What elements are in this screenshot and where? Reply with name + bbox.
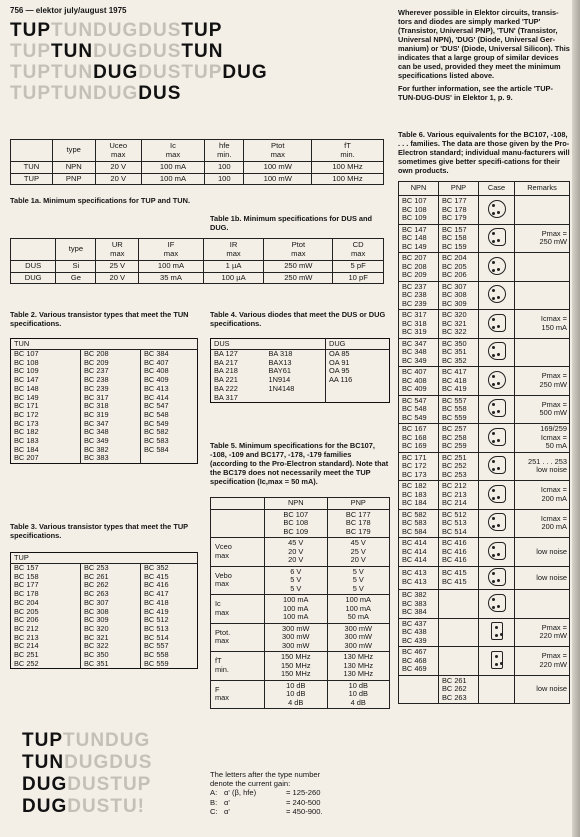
gain-value: = 125-260: [286, 788, 321, 798]
table-cell: [479, 590, 515, 619]
to92-flat-icon: [488, 228, 506, 246]
table-cell: Icmax = 200 mA: [515, 509, 570, 538]
table-cell: low noise: [515, 538, 570, 567]
table-row: [399, 481, 570, 510]
table-cell: 100 mA: [141, 162, 204, 174]
table-cell: 100 mA: [141, 173, 204, 185]
to18-icon: [488, 371, 506, 389]
to92-flat-icon: [488, 428, 506, 446]
table-cell: [515, 590, 570, 619]
table-5: [210, 497, 390, 709]
param-name: Ic: [215, 599, 221, 609]
to92-flat-icon: [488, 399, 506, 417]
table-row: [211, 538, 390, 567]
table-row: [399, 196, 570, 225]
table-cell: Pmax = 220 mW: [515, 618, 570, 647]
table-row: [399, 675, 570, 704]
table-cell: 100 MHz: [312, 173, 384, 185]
table-cell: [439, 647, 479, 676]
table-cell: 100 MHz: [312, 162, 384, 174]
table-cell: [479, 481, 515, 510]
table-cell: BC 407 BC 408 BC 409: [399, 367, 439, 396]
table-cell: [211, 509, 265, 538]
table-cell: [479, 424, 515, 453]
table-2-caption: Table 2. Various transistor types that meet the TUN specifications.: [10, 310, 189, 328]
table-title: TUP: [11, 553, 198, 564]
table-title: TUN: [11, 339, 198, 350]
logo-row-4: DUGDUSTU!: [22, 798, 146, 815]
table-row: [211, 623, 390, 652]
table-cell: 45 V 20 V 20 V: [265, 538, 328, 567]
table-row: [399, 618, 570, 647]
table-cell: 20 V: [95, 162, 141, 174]
table-4-caption: Table 4. Various diodes that meet the DUS or DUG specifications.: [210, 310, 386, 328]
to18-icon: [488, 285, 506, 303]
table-cell: 100 mW: [244, 173, 312, 185]
table-cell: 100 mA 100 mA 100 mA: [265, 595, 328, 624]
table-header-cell: [211, 498, 265, 510]
table-cell: BC 212 BC 213 BC 214: [439, 481, 479, 510]
table-cell: BC 557 BC 558 BC 559: [439, 395, 479, 424]
table-header-row: [399, 182, 570, 196]
intro-text: [398, 8, 570, 102]
logo-row-1: TUPTUNDUG: [22, 732, 151, 749]
table-6-caption: Table 6. Various equivalents for the BC107, -108, . . . families. The data are those given by the Pro-Electron standard; individual manu-facturers will sometimes give better specifi-cations for their own products.: [398, 130, 570, 175]
table-cell: [211, 652, 265, 681]
note-line: The letters after the type number: [210, 770, 321, 779]
to126-icon: [491, 622, 503, 640]
gain-letter: A:: [210, 788, 218, 798]
table-cell: BC 107 BC 108 BC 109: [399, 196, 439, 225]
logo-row-2: TUPTUNDUGDUSTUN: [10, 43, 224, 60]
table-row: [211, 680, 390, 709]
table-cell: Icmax = 150 mA: [515, 310, 570, 339]
intro-paragraph-2: For further information, see the article 'TUP-TUN-DUG-DUS' in Elektor 1, p. 9.: [398, 84, 553, 102]
table-row: [211, 566, 390, 595]
to126-icon: [491, 651, 503, 669]
table-4: [210, 338, 390, 403]
table-header-row: [11, 239, 384, 261]
table-cell: [479, 338, 515, 367]
note-line: denote the current gain:: [210, 779, 291, 789]
table-1a-caption: Table 1a. Minimum specifications for TUP and TUN.: [10, 196, 191, 205]
table-row: [399, 566, 570, 590]
table-cell: BC 512 BC 513 BC 514: [439, 509, 479, 538]
table-header-row: [211, 339, 390, 350]
table-1b-caption: Table 1b. Minimum specifications for DUS and DUG.: [210, 214, 373, 232]
table-header-cell: DUS: [211, 339, 266, 350]
table-cell: [479, 538, 515, 567]
table-cell: BC 414 BC 414 BC 414: [399, 538, 439, 567]
table-header-cell: PNP: [327, 498, 390, 510]
table-row: [399, 452, 570, 481]
table-cell: [479, 618, 515, 647]
table-cell: [479, 224, 515, 253]
table-cell: 150 MHz 150 MHz 150 MHz: [265, 652, 328, 681]
to92-icon: [488, 257, 506, 275]
table-cell: BC 167 BC 168 BC 169: [399, 424, 439, 453]
table-header-cell: NPN: [399, 182, 439, 196]
gain-symbol: α' (β, hfe): [224, 788, 257, 798]
table-cell: BC 177 BC 178 BC 179: [327, 509, 390, 538]
table-cell: [479, 395, 515, 424]
table-row: [399, 590, 570, 619]
table-column: BA 318 BAX13 BAY61 1N914 1N4148: [266, 350, 326, 403]
table-column: BA 127 BA 217 BA 218 BA 221 BA 222 BA 317: [214, 349, 238, 402]
table-cell: 5 V 5 V 5 V: [327, 566, 390, 595]
table-cell: low noise: [515, 675, 570, 704]
param-name: Vceo: [215, 542, 232, 552]
table-cell: Pmax = 250 mW: [515, 367, 570, 396]
table-cell: [479, 647, 515, 676]
table-cell: PNP: [52, 173, 95, 185]
to92-flat-icon: [488, 314, 506, 332]
table-cell: BC 317 BC 318 BC 319: [399, 310, 439, 339]
table-column: BC 253 BC 261 BC 262 BC 263 BC 307 BC 308 BC 309 BC 320 BC 321 BC 322 BC 350 BC 351: [81, 564, 141, 669]
table-cell: 251 . . . 253 low noise: [515, 452, 570, 481]
table-column: BC 208 BC 209 BC 237 BC 238 BC 239 BC 317 BC 318 BC 319 BC 347 BC 348 BC 349 BC 382 BC 383: [81, 350, 141, 464]
table-cell: Icmax = 200 mA: [515, 481, 570, 510]
table-row: [399, 281, 570, 310]
table-3: [10, 552, 198, 669]
table-row: [11, 564, 198, 669]
table-header-row: [11, 553, 198, 564]
table-row: [11, 272, 384, 284]
param-qualifier: max: [215, 579, 229, 589]
table-column: BC 157 BC 158 BC 177 BC 178 BC 204 BC 205 BC 206 BC 212 BC 213 BC 214 BC 251 BC 252: [11, 564, 81, 669]
table-cell: [479, 675, 515, 704]
table-cell: BC 437 BC 438 BC 439: [399, 618, 439, 647]
table-header-cell: IR max: [203, 239, 264, 261]
page-header: 756 — elektor july/august 1975: [10, 6, 127, 15]
table-row: [399, 647, 570, 676]
table-header-cell: Remarks: [515, 182, 570, 196]
table-row: [399, 367, 570, 396]
table-cell: 25 V: [96, 261, 139, 273]
table-cell: Si: [56, 261, 96, 273]
table-header-cell: hfe min.: [205, 140, 244, 162]
table-header-cell: [11, 140, 53, 162]
table-row: [211, 652, 390, 681]
table-header-cell: Ptot max: [244, 140, 312, 162]
bottom-logo: [22, 732, 198, 822]
table-cell: [479, 310, 515, 339]
param-qualifier: max: [215, 636, 229, 646]
table-cell: 100 µA: [203, 272, 264, 284]
table-cell: DUG: [11, 272, 56, 284]
table-cell: 169/259 Icmax = 50 mA: [515, 424, 570, 453]
table-1b: [10, 238, 384, 284]
table-cell: 130 MHz 130 MHz 130 MHz: [327, 652, 390, 681]
table-row: [399, 338, 570, 367]
gain-row-b: [210, 798, 390, 807]
table-header-cell: NPN: [265, 498, 328, 510]
table-cell: BC 416 BC 416 BC 416: [439, 538, 479, 567]
table-cell: 1 µA: [203, 261, 264, 273]
table-cell: BC 261 BC 262 BC 263: [439, 675, 479, 704]
table-header-cell: CD max: [333, 239, 384, 261]
table-header-row: [211, 498, 390, 510]
table-3-caption: Table 3. Various transistor types that meet the TUP specifications.: [10, 522, 188, 540]
table-cell: [211, 538, 265, 567]
table-cell: [479, 196, 515, 225]
param-name: F: [215, 684, 220, 694]
table-cell: DUS: [11, 261, 56, 273]
table-header-cell: IF max: [139, 239, 204, 261]
table-column: BC 352 BC 415 BC 416 BC 417 BC 418 BC 419 BC 512 BC 513 BC 514 BC 557 BC 558 BC 559: [144, 563, 169, 668]
table-row: [399, 253, 570, 282]
table-header-cell: PNP: [439, 182, 479, 196]
table-cell: 250 mW: [264, 261, 333, 273]
logo-row-2: TUNDUGDUS: [22, 754, 153, 771]
table-row: [11, 261, 384, 273]
tup-tun-dug-dus-logo: [10, 22, 384, 106]
table-cell: 300 mW 300 mW 300 mW: [265, 623, 328, 652]
table-cell: [515, 281, 570, 310]
table-2: [10, 338, 198, 464]
table-cell: NPN: [52, 162, 95, 174]
to92-flat-icon: [488, 456, 506, 474]
gain-row-a: [210, 788, 390, 797]
table-cell: [515, 338, 570, 367]
table-cell: Ge: [56, 272, 96, 284]
table-cell: BC 147 BC 148 BC 149: [399, 224, 439, 253]
table-header-cell: [266, 339, 326, 350]
gain-value: = 450-900.: [286, 806, 323, 816]
table-cell: BC 467 BC 468 BC 469: [399, 647, 439, 676]
to92-flat-icon: [488, 513, 506, 531]
table-cell: 20 V: [96, 272, 139, 284]
gain-symbol: α': [224, 806, 230, 816]
logo-row-3: TUPTUNDUGDUSTUPDUG: [10, 64, 268, 81]
table-cell: BC 582 BC 583 BC 584: [399, 509, 439, 538]
to18-icon: [488, 200, 506, 218]
table-cell: 100 mA: [139, 261, 204, 273]
table-cell: 100 mW: [244, 162, 312, 174]
table-cell: 250 mW: [264, 272, 333, 284]
logo-row-1: TUPTUNDUGDUSTUP: [10, 22, 223, 39]
table-cell: [515, 253, 570, 282]
table-cell: 20 V: [95, 173, 141, 185]
param-qualifier: max: [215, 693, 229, 703]
table-row: [399, 395, 570, 424]
table-cell: [399, 675, 439, 704]
table-header-cell: Case: [479, 182, 515, 196]
table-cell: 100: [205, 173, 244, 185]
table-cell: BC 350 BC 351 BC 352: [439, 338, 479, 367]
table-cell: [211, 623, 265, 652]
table-header-cell: [11, 239, 56, 261]
table-cell: 35 mA: [139, 272, 204, 284]
table-cell: BC 415 BC 415: [439, 566, 479, 590]
table-header-row: [11, 339, 198, 350]
table-cell: 6 V 5 V 5 V: [265, 566, 328, 595]
logo-row-3: DUGDUSTUP: [22, 776, 152, 793]
table-cell: BC 182 BC 183 BC 184: [399, 481, 439, 510]
table-cell: 100 mA 100 mA 50 mA: [327, 595, 390, 624]
table-header-cell: type: [52, 140, 95, 162]
param-name: Ptot.: [215, 627, 231, 637]
gain-note: [210, 770, 390, 816]
param-qualifier: max: [215, 550, 229, 560]
table-row: [11, 173, 384, 185]
table-header-cell: DUG: [326, 339, 390, 350]
table-cell: [479, 281, 515, 310]
table-cell: 10 dB 10 dB 4 dB: [265, 680, 328, 709]
to92-flat-icon: [488, 568, 506, 586]
table-cell: 10 dB 10 dB 4 dB: [327, 680, 390, 709]
table-cell: [479, 509, 515, 538]
table-cell: [479, 253, 515, 282]
table-cell: BC 257 BC 258 BC 259: [439, 424, 479, 453]
table-cell: [515, 196, 570, 225]
table-column: BC 384 BC 407 BC 408 BC 409 BC 413 BC 414 BC 547 BC 548 BC 549 BC 582 BC 583 BC 584: [144, 349, 169, 454]
table-cell: BC 347 BC 348 BC 349: [399, 338, 439, 367]
param-name: Vebo: [215, 570, 232, 580]
table-6: [398, 181, 570, 704]
table-cell: 100: [205, 162, 244, 174]
table-row: [399, 538, 570, 567]
table-header-cell: type: [56, 239, 96, 261]
table-cell: BC 547 BC 548 BC 549: [399, 395, 439, 424]
gain-symbol: α': [224, 797, 230, 807]
table-5-caption: Table 5. Minimum specifications for the BC107, -108, -109 and BC177, -178, -179 families (according to the Pro-Electron standard). Note that the BC179 does not necessarily meet the TUP specification (Ic,max = 50 mA).: [210, 441, 389, 486]
to92-flat-icon: [488, 542, 506, 560]
table-row: [11, 350, 198, 464]
table-6-body: [399, 196, 570, 704]
table-cell: BC 320 BC 321 BC 322: [439, 310, 479, 339]
table-cell: 45 V 25 V 20 V: [327, 538, 390, 567]
table-header-cell: UR max: [96, 239, 139, 261]
table-column: BC 107 BC 108 BC 109 BC 147 BC 148 BC 149 BC 171 BC 172 BC 173 BC 182 BC 183 BC 184 BC 207: [11, 350, 81, 464]
table-cell: BC 177 BC 178 BC 179: [439, 196, 479, 225]
table-header-cell: Ptot max: [264, 239, 333, 261]
gain-letter: C:: [210, 806, 218, 816]
to92-flat-icon: [488, 594, 506, 612]
table-cell: BC 382 BC 383 BC 384: [399, 590, 439, 619]
table-cell: Pmax = 250 mW: [515, 224, 570, 253]
table-row: [399, 424, 570, 453]
gain-letter: B:: [210, 797, 218, 807]
table-row: [211, 350, 390, 403]
table-cell: low noise: [515, 566, 570, 590]
intro-paragraph-1: Wherever possible in Elektor circuits, transis-tors and diodes are simply marked 'TUP' (Transistor, Universal PNP), 'TUN' (Transistor, Universal NPN), 'DUG' (Diode, Universal Ger-manium) or 'DUS' (Diode, Universal Silicon). This indicates that a large group of similar devices can be used, provided they meet the minimum specifications listed above.: [398, 8, 570, 80]
logo-row-4: TUPTUNDUGDUS: [10, 85, 182, 102]
table-header-cell: Ic max: [141, 140, 204, 162]
table-cell: TUP: [11, 173, 53, 185]
table-cell: [479, 367, 515, 396]
table-row: [399, 224, 570, 253]
table-cell: BC 307 BC 308 BC 309: [439, 281, 479, 310]
table-cell: [211, 595, 265, 624]
table-cell: [439, 618, 479, 647]
table-row: [211, 595, 390, 624]
param-qualifier: max: [215, 607, 229, 617]
table-cell: TUN: [11, 162, 53, 174]
gain-row-c: [210, 807, 390, 816]
table-row: [211, 509, 390, 538]
table-cell: BC 413 BC 413: [399, 566, 439, 590]
table-row: [399, 310, 570, 339]
to92-flat-icon: [488, 485, 506, 503]
table-header-cell: Uceo max: [95, 140, 141, 162]
table-cell: [211, 566, 265, 595]
table-cell: [479, 566, 515, 590]
table-cell: BC 207 BC 208 BC 209: [399, 253, 439, 282]
page-edge: [572, 0, 580, 837]
table-cell: 10 pF: [333, 272, 384, 284]
table-cell: BC 204 BC 205 BC 206: [439, 253, 479, 282]
table-cell: [211, 680, 265, 709]
table-header-cell: fT min.: [312, 140, 384, 162]
table-cell: Pmax = 500 mW: [515, 395, 570, 424]
param-qualifier: min.: [215, 664, 229, 674]
table-row: [11, 162, 384, 174]
table-cell: Pmax = 220 mW: [515, 647, 570, 676]
table-column: OA 85 OA 91 OA 95 AA 116: [329, 349, 353, 385]
table-header-row: [11, 140, 384, 162]
to92-flat-icon: [488, 342, 506, 360]
gain-value: = 240-500: [286, 797, 321, 807]
table-cell: BC 417 BC 418 BC 419: [439, 367, 479, 396]
table-row: [399, 509, 570, 538]
table-cell: BC 251 BC 252 BC 253: [439, 452, 479, 481]
table-cell: BC 171 BC 172 BC 173: [399, 452, 439, 481]
table-cell: [479, 452, 515, 481]
table-cell: 300 mW 300 mW 300 mW: [327, 623, 390, 652]
table-1a: [10, 139, 384, 185]
table-cell: [439, 590, 479, 619]
table-cell: 5 pF: [333, 261, 384, 273]
table-cell: BC 107 BC 108 BC 109: [265, 509, 328, 538]
table-cell: BC 237 BC 238 BC 239: [399, 281, 439, 310]
param-name: fT: [215, 656, 222, 666]
table-cell: BC 157 BC 158 BC 159: [439, 224, 479, 253]
